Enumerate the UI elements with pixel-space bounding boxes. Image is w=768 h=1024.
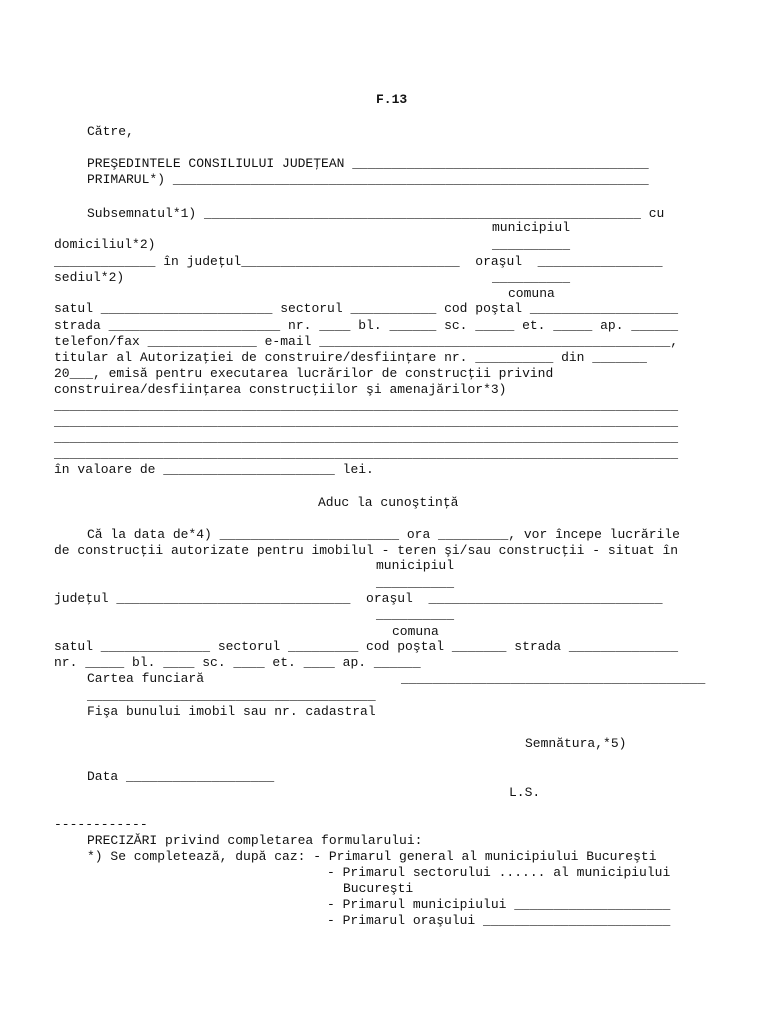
cartea-underline: _____________________________________ <box>87 688 376 703</box>
note-line-1: *) Se completează, după caz: - Primarul general al municipiului Bucureşti <box>87 849 657 864</box>
municipiul-option-2: municipiul <box>376 558 455 573</box>
form-code: F.13 <box>376 92 408 107</box>
data-line: Data ___________________ <box>87 769 275 784</box>
option-separator-1b: __________ <box>492 270 571 285</box>
telefon-line: telefon/fax ______________ e-mail _____________________________________________, <box>54 334 679 349</box>
judetul-line-2: judeţul ______________________________ oraşul ______________________________ <box>54 591 663 606</box>
blank-line-3: ________________________________________________________________________________ <box>54 430 679 445</box>
aduc-heading: Aduc la cunoştinţă <box>318 495 459 510</box>
ca-la-data-line: Că la data de*4) _______________________ ora _________, vor începe lucrările <box>87 527 680 542</box>
domiciliul-label: domiciliul*2) <box>54 237 156 252</box>
blank-line-2: ________________________________________________________________________________ <box>54 414 679 429</box>
note-line-3: Bucureşti <box>343 881 414 896</box>
nr-line-2: nr. _____ bl. ____ sc. ____ et. ____ ap. ______ <box>54 655 421 670</box>
subsemnatul-line: Subsemnatul*1) ________________________________________________________ cu <box>87 206 665 221</box>
cartea-label: Cartea funciară <box>87 671 205 686</box>
precizari-heading: PRECIZĂRI privind completarea formularului: <box>87 833 423 848</box>
titular-line: titular al Autorizaţiei de construire/desfiinţare nr. __________ din _______ <box>54 350 647 365</box>
option-separator-2a: __________ <box>376 575 455 590</box>
note-line-2: - Primarul sectorului ...... al municipiului <box>327 865 671 880</box>
comuna-option-1: comuna <box>508 286 555 301</box>
ls-label: L.S. <box>509 785 541 800</box>
primarul-line: PRIMARUL*) _____________________________________________________________ <box>87 172 649 187</box>
municipiul-option-1: municipiul <box>492 220 571 235</box>
presedinte-line: PREŞEDINTELE CONSILIULUI JUDEŢEAN ______________________________________ <box>87 156 649 171</box>
option-separator-2b: __________ <box>376 607 455 622</box>
satul-line-2: satul ______________ sectorul _________ cod poştal _______ strada ______________ <box>54 639 679 654</box>
blank-line-4: ________________________________________________________________________________ <box>54 446 679 461</box>
addressee-label: Către, <box>87 124 134 139</box>
cartea-line: _______________________________________ <box>401 671 706 686</box>
sediul-label: sediul*2) <box>54 270 125 285</box>
construirea-line: construirea/desfiinţarea construcţiilor şi amenajărilor*3) <box>54 382 507 397</box>
dash-separator: ------------ <box>54 817 148 832</box>
de-constructii-line: de construcţii autorizate pentru imobilul - teren şi/sau construcţii - situat în <box>54 543 679 558</box>
judetul-line-1: _____________ în judeţul____________________________ oraşul ________________ <box>54 254 663 269</box>
valoare-line: în valoare de ______________________ lei. <box>54 462 374 477</box>
satul-line-1: satul ______________________ sectorul ___________ cod poştal ___________________ <box>54 301 679 316</box>
note-line-4: - Primarul municipiului ____________________ <box>327 897 671 912</box>
semnatura-label: Semnătura,*5) <box>525 736 627 751</box>
note-line-5: - Primarul oraşului ________________________ <box>327 913 671 928</box>
emisa-line: 20___, emisă pentru executarea lucrărilor de construcţii privind <box>54 366 554 381</box>
strada-line-1: strada ______________________ nr. ____ bl. ______ sc. _____ et. _____ ap. ______ <box>54 318 679 333</box>
comuna-option-2: comuna <box>392 624 439 639</box>
option-separator-1a: __________ <box>492 237 571 252</box>
fisa-label: Fişa bunului imobil sau nr. cadastral <box>87 704 376 719</box>
blank-line-1: ________________________________________________________________________________ <box>54 398 679 413</box>
